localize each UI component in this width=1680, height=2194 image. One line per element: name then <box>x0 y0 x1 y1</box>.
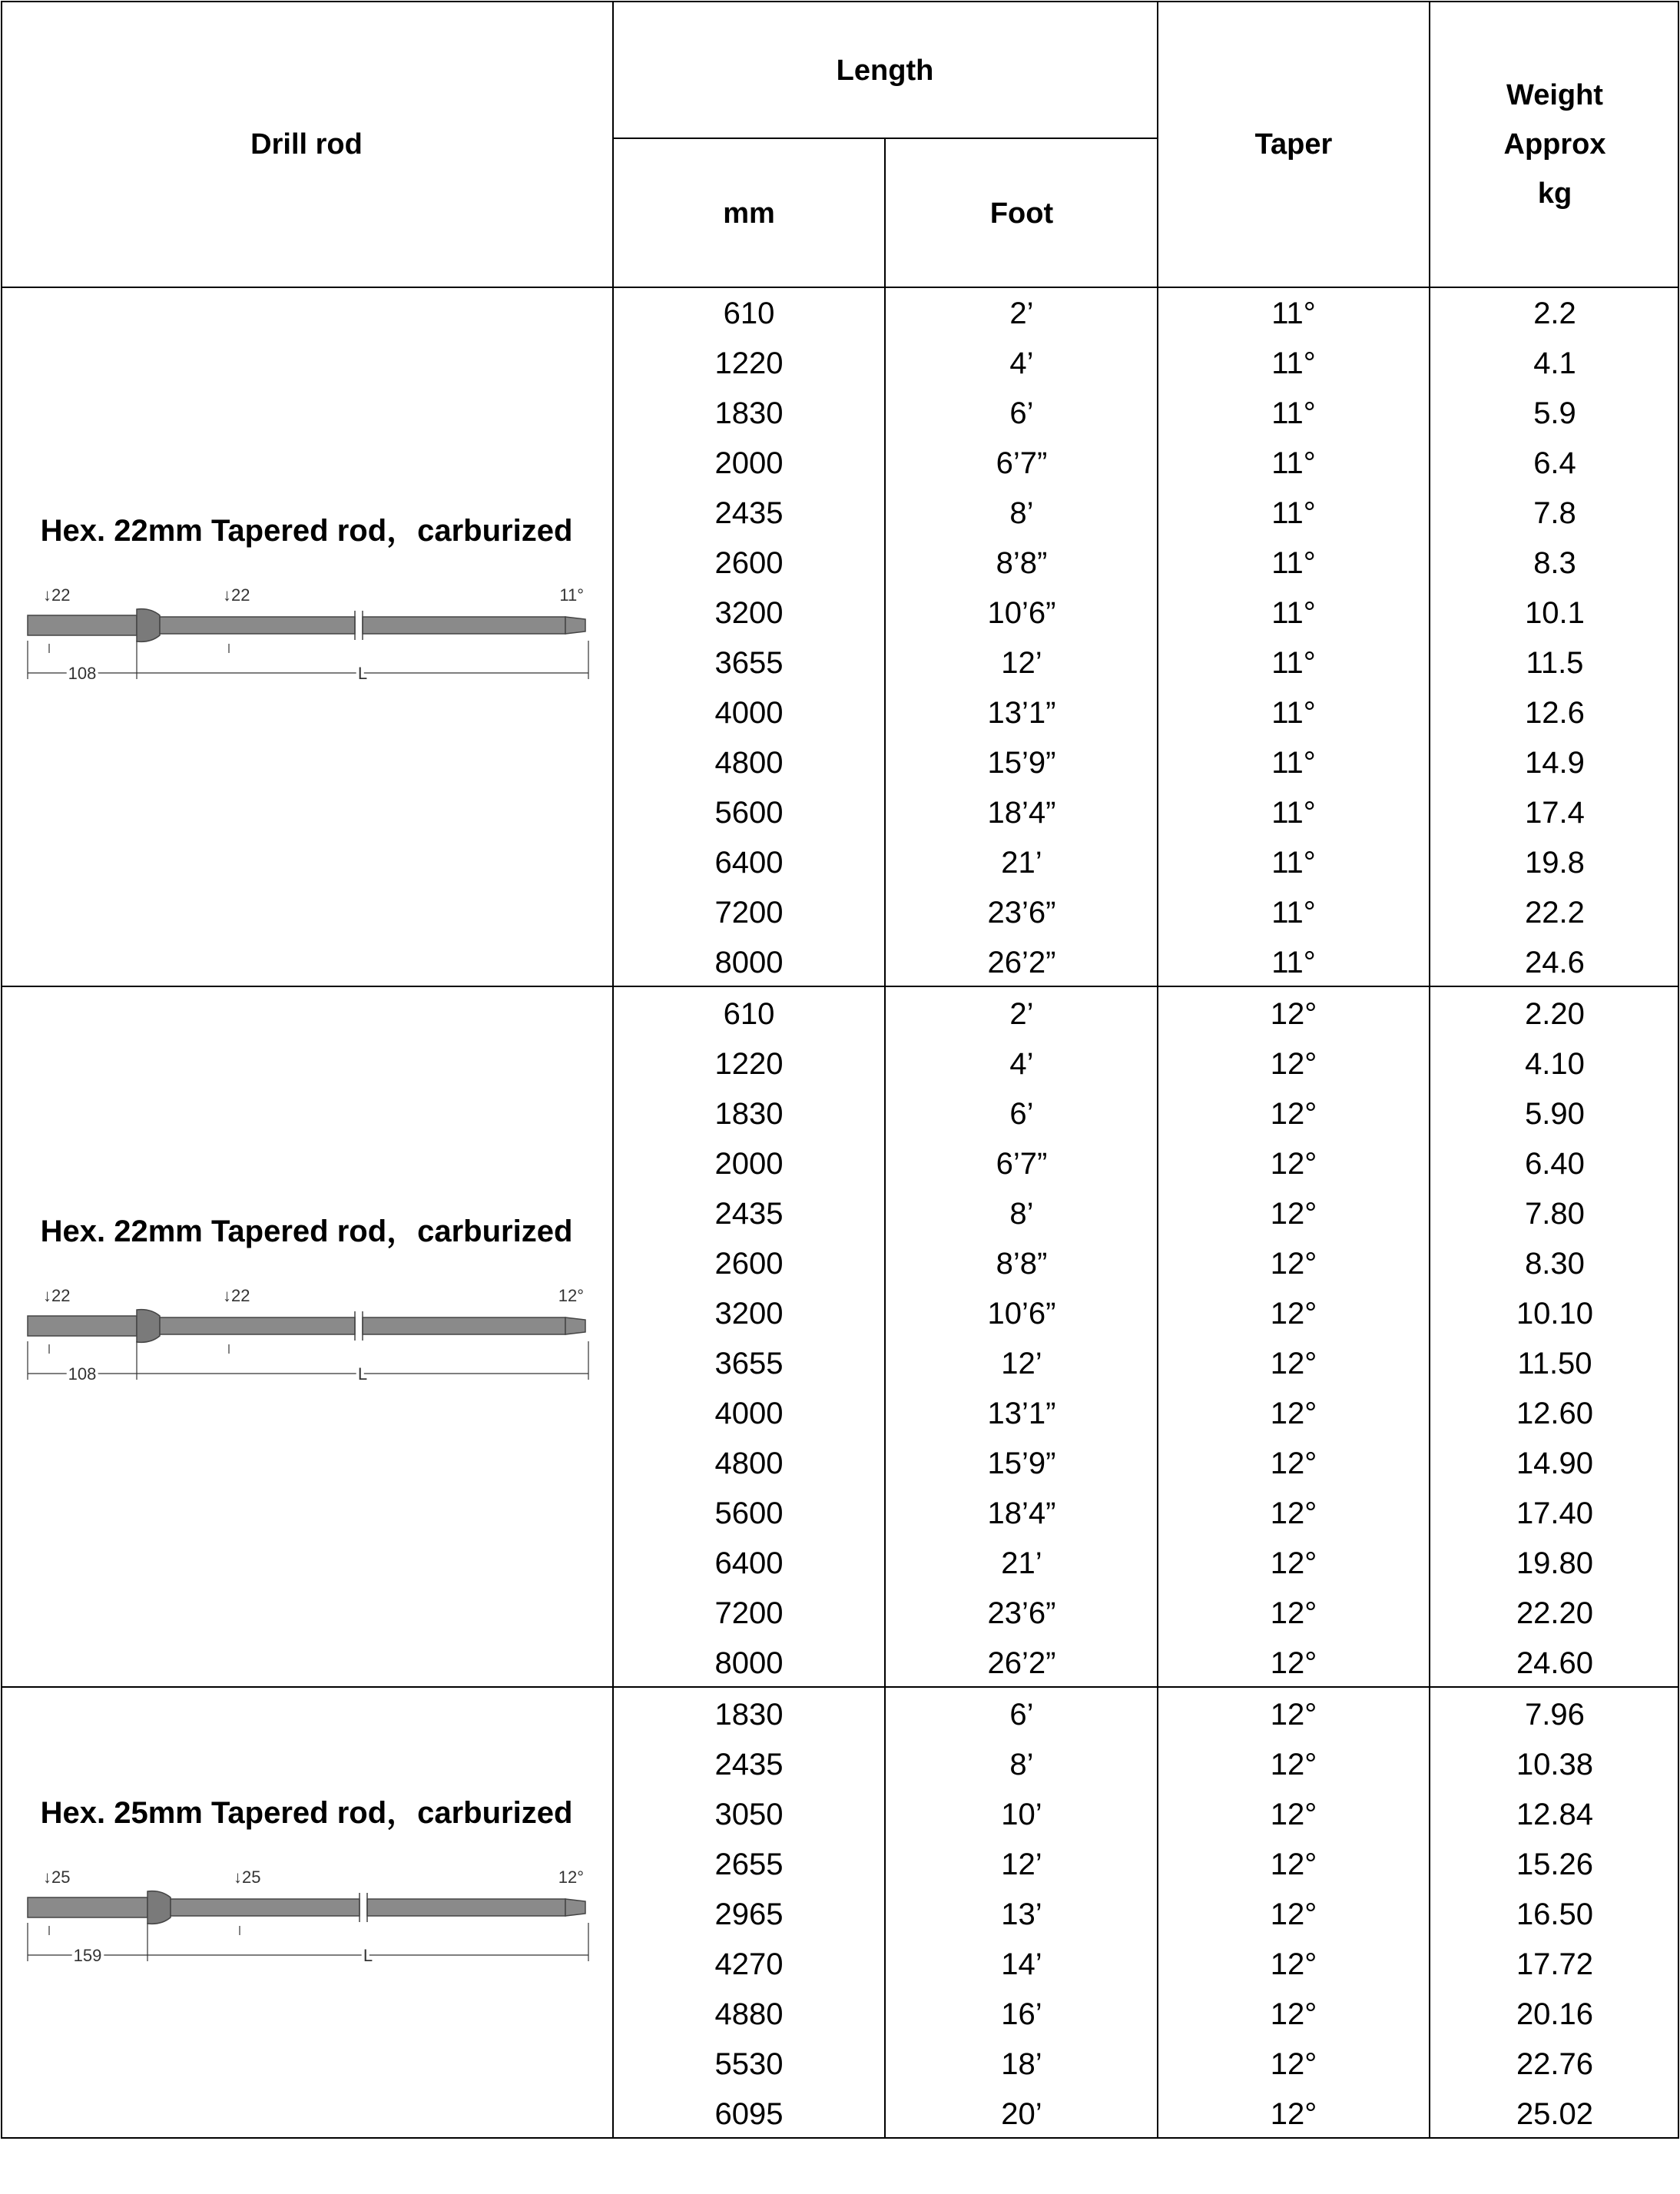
cell-weight: 4.1 <box>1533 346 1576 380</box>
cell-weight: 10.38 <box>1516 1748 1594 1781</box>
taper-angle-label: 12° <box>558 1286 584 1305</box>
cell-taper: 11° <box>1271 746 1316 780</box>
cell-mm: 2965 <box>714 1897 784 1931</box>
header-kg: kg <box>1537 177 1572 210</box>
table-row <box>715 1947 1594 1981</box>
cell-mm: 2000 <box>714 446 784 480</box>
rod-body <box>367 1899 565 1916</box>
table-row <box>715 2047 1594 2081</box>
cell-taper: 12° <box>1270 1147 1317 1181</box>
cell-weight: 6.40 <box>1525 1147 1585 1181</box>
cell-foot: 10’ <box>1001 1798 1042 1831</box>
cell-mm: 610 <box>723 297 775 330</box>
header-drill-rod: Drill rod <box>250 128 363 161</box>
table-row <box>715 1748 1594 1781</box>
table-row <box>715 1247 1585 1281</box>
cell-foot: 8’ <box>1009 496 1034 530</box>
cell-foot: 2’ <box>1009 997 1034 1031</box>
cell-weight: 20.16 <box>1516 1997 1594 2031</box>
group-labels <box>28 514 588 1965</box>
cell-taper: 11° <box>1271 846 1316 880</box>
cell-weight: 22.2 <box>1525 896 1585 930</box>
table-row <box>715 1798 1594 1831</box>
cell-weight: 8.3 <box>1533 546 1576 580</box>
cell-mm: 2435 <box>714 1197 784 1231</box>
table-row <box>724 297 1576 330</box>
cell-mm: 7200 <box>714 896 784 930</box>
rod-taper-end <box>565 617 585 634</box>
group-title: Hex. 22mm Tapered rod，carburized <box>40 514 573 548</box>
table-row <box>715 1397 1594 1430</box>
cell-weight: 25.02 <box>1516 2097 1594 2131</box>
cell-weight: 19.8 <box>1525 846 1585 880</box>
cell-mm: 4270 <box>714 1947 784 1981</box>
table-row <box>715 1897 1594 1931</box>
rod-diagram <box>28 585 588 683</box>
cell-mm: 5600 <box>714 1496 784 1530</box>
cell-mm: 3655 <box>714 1347 784 1380</box>
cell-foot: 10’6” <box>987 596 1056 630</box>
table-row <box>715 1848 1594 1881</box>
cell-mm: 2655 <box>714 1848 784 1881</box>
rod-break-mark <box>355 611 363 640</box>
cell-taper: 11° <box>1271 696 1316 730</box>
table-row <box>715 696 1585 730</box>
cell-taper: 12° <box>1270 1848 1317 1881</box>
cell-weight: 17.40 <box>1516 1496 1594 1530</box>
cell-taper: 12° <box>1270 1947 1317 1981</box>
cell-foot: 4’ <box>1009 346 1034 380</box>
cell-weight: 5.90 <box>1525 1097 1585 1131</box>
cell-taper: 11° <box>1271 796 1316 830</box>
cell-mm: 6400 <box>714 1546 784 1580</box>
table-row <box>715 396 1576 430</box>
cell-mm: 3200 <box>714 596 784 630</box>
rod-shank <box>28 1897 147 1917</box>
cell-foot: 18’4” <box>987 1496 1056 1530</box>
cell-weight: 7.80 <box>1525 1197 1585 1231</box>
cell-weight: 2.20 <box>1525 997 1585 1031</box>
table-row <box>715 1147 1585 1181</box>
rod-collar <box>147 1891 171 1924</box>
cell-taper: 12° <box>1270 1397 1317 1430</box>
table-row <box>715 1347 1592 1380</box>
cell-weight: 17.4 <box>1525 796 1585 830</box>
hex-size-label: ↓22 <box>43 585 71 605</box>
cell-mm: 2435 <box>714 496 784 530</box>
cell-weight: 14.9 <box>1525 746 1585 780</box>
cell-foot: 4’ <box>1009 1047 1034 1081</box>
cell-foot: 21’ <box>1001 846 1042 880</box>
shank-length-label: 108 <box>68 664 97 683</box>
cell-foot: 21’ <box>1001 1546 1042 1580</box>
table-header <box>250 55 1605 230</box>
header-weight: Weight <box>1506 79 1603 111</box>
cell-weight: 10.10 <box>1516 1297 1594 1331</box>
rod-taper-end <box>565 1317 585 1334</box>
cell-foot: 2’ <box>1009 297 1034 330</box>
cell-foot: 6’ <box>1009 1698 1034 1732</box>
cell-foot: 26’2” <box>987 946 1056 979</box>
cell-weight: 16.50 <box>1516 1897 1594 1931</box>
hex-size-label: ↓22 <box>43 1286 71 1305</box>
rod-collar <box>137 609 160 642</box>
cell-weight: 11.50 <box>1517 1347 1592 1380</box>
table-row <box>715 1698 1585 1732</box>
cell-mm: 1830 <box>714 396 784 430</box>
table-row <box>715 1447 1594 1480</box>
cell-foot: 13’1” <box>987 1397 1056 1430</box>
table-row <box>715 896 1585 930</box>
rod-break-mark <box>360 1893 367 1922</box>
cell-taper: 12° <box>1270 2097 1317 2131</box>
cell-weight: 7.8 <box>1533 496 1576 530</box>
header-approx: Approx <box>1503 128 1606 161</box>
table-row <box>724 997 1585 1031</box>
cell-foot: 6’7” <box>996 1147 1048 1181</box>
cell-mm: 1830 <box>714 1097 784 1131</box>
cell-mm: 610 <box>723 997 775 1031</box>
cell-taper: 12° <box>1270 1347 1317 1380</box>
cell-mm: 3200 <box>714 1297 784 1331</box>
table-row <box>715 2097 1594 2131</box>
cell-mm: 5530 <box>714 2047 784 2081</box>
cell-foot: 12’ <box>1001 646 1042 680</box>
cell-weight: 24.6 <box>1525 946 1585 979</box>
cell-foot: 15’9” <box>987 746 1056 780</box>
table-row <box>715 1997 1594 2031</box>
rod-body <box>363 1317 565 1334</box>
table-row <box>715 1546 1594 1580</box>
table-row <box>715 796 1585 830</box>
cell-taper: 12° <box>1270 1546 1317 1580</box>
table-row <box>715 1596 1594 1630</box>
table-row <box>715 1496 1594 1530</box>
cell-mm: 8000 <box>714 946 784 979</box>
cell-mm: 4800 <box>714 746 784 780</box>
cell-weight: 12.84 <box>1516 1798 1594 1831</box>
cell-foot: 26’2” <box>987 1646 1056 1680</box>
cell-weight: 19.80 <box>1516 1546 1594 1580</box>
table-row <box>715 1297 1594 1331</box>
cell-mm: 3050 <box>714 1798 784 1831</box>
table-row <box>715 596 1585 630</box>
cell-mm: 2600 <box>714 1247 784 1281</box>
cell-mm: 8000 <box>714 1646 784 1680</box>
cell-weight: 7.96 <box>1525 1698 1585 1732</box>
cell-foot: 6’7” <box>996 446 1048 480</box>
size-arrow-icon <box>49 644 229 653</box>
cell-foot: 15’9” <box>987 1447 1056 1480</box>
table-row <box>715 496 1576 530</box>
cell-foot: 8’8” <box>996 1247 1048 1281</box>
cell-weight: 24.60 <box>1516 1646 1594 1680</box>
table-row <box>715 1097 1585 1131</box>
rod-length-label: L <box>357 1364 368 1384</box>
cell-weight: 8.30 <box>1525 1247 1585 1281</box>
rod-body <box>160 617 355 634</box>
cell-taper: 11° <box>1271 896 1316 930</box>
cell-weight: 11.5 <box>1526 646 1584 680</box>
cell-taper: 11° <box>1271 646 1316 680</box>
cell-weight: 17.72 <box>1516 1947 1594 1981</box>
cell-mm: 1830 <box>714 1698 784 1732</box>
table-row <box>715 946 1585 979</box>
group-title: Hex. 25mm Tapered rod，carburized <box>40 1796 573 1830</box>
cell-taper: 11° <box>1271 496 1316 530</box>
cell-weight: 22.20 <box>1516 1596 1594 1630</box>
header-mm: mm <box>723 197 775 230</box>
cell-taper: 12° <box>1270 1748 1317 1781</box>
cell-taper: 12° <box>1270 1496 1317 1530</box>
cell-foot: 8’ <box>1009 1748 1034 1781</box>
cell-taper: 12° <box>1270 1997 1317 2031</box>
taper-angle-label: 12° <box>558 1868 584 1887</box>
cell-foot: 13’1” <box>987 696 1056 730</box>
cell-taper: 12° <box>1270 1047 1317 1081</box>
cell-taper: 11° <box>1271 546 1316 580</box>
cell-taper: 11° <box>1271 396 1316 430</box>
table-row <box>715 546 1576 580</box>
rod-length-label: L <box>357 664 368 683</box>
rod-collar <box>137 1310 160 1343</box>
table-row <box>715 746 1585 780</box>
cell-mm: 6095 <box>714 2097 784 2131</box>
cell-taper: 11° <box>1271 346 1316 380</box>
cell-mm: 4000 <box>714 1397 784 1430</box>
cell-foot: 8’ <box>1009 1197 1034 1231</box>
header-taper: Taper <box>1254 128 1333 161</box>
cell-foot: 13’ <box>1001 1897 1042 1931</box>
shank-length-label: 108 <box>68 1364 97 1384</box>
cell-foot: 12’ <box>1001 1347 1042 1380</box>
cell-weight: 12.6 <box>1525 696 1585 730</box>
cell-weight: 5.9 <box>1533 396 1576 430</box>
cell-taper: 12° <box>1270 997 1317 1031</box>
header-length: Length <box>836 55 934 87</box>
cell-taper: 12° <box>1270 1197 1317 1231</box>
cell-mm: 2435 <box>714 1748 784 1781</box>
hex-size-label: ↓22 <box>223 585 250 605</box>
table-row <box>715 846 1585 880</box>
cell-foot: 18’ <box>1001 2047 1042 2081</box>
cell-taper: 12° <box>1270 1297 1317 1331</box>
cell-mm: 4880 <box>714 1997 784 2031</box>
hex-size-label: ↓22 <box>223 1286 250 1305</box>
cell-mm: 6400 <box>714 846 784 880</box>
cell-foot: 6’ <box>1009 1097 1034 1131</box>
cell-foot: 16’ <box>1001 1997 1042 2031</box>
cell-taper: 12° <box>1270 1698 1317 1732</box>
cell-foot: 10’6” <box>987 1297 1056 1331</box>
cell-foot: 23’6” <box>987 1596 1056 1630</box>
table-row <box>715 1197 1585 1231</box>
table-row <box>715 1646 1594 1680</box>
cell-weight: 14.90 <box>1516 1447 1594 1480</box>
rod-diagram <box>28 1868 588 1965</box>
rod-break-mark <box>355 1311 363 1341</box>
size-arrow-icon <box>49 1926 240 1935</box>
cell-taper: 11° <box>1271 596 1316 630</box>
cell-weight: 4.10 <box>1525 1047 1585 1081</box>
taper-angle-label: 11° <box>559 585 584 605</box>
hex-size-label: ↓25 <box>234 1868 261 1887</box>
rod-shank <box>28 1316 137 1336</box>
cell-foot: 18’4” <box>987 796 1056 830</box>
cell-taper: 11° <box>1271 946 1316 979</box>
table-row <box>715 346 1576 380</box>
cell-mm: 1220 <box>714 346 784 380</box>
cell-foot: 6’ <box>1009 396 1034 430</box>
cell-mm: 2000 <box>714 1147 784 1181</box>
rod-shank <box>28 615 137 635</box>
cell-weight: 2.2 <box>1533 297 1576 330</box>
cell-taper: 12° <box>1270 1798 1317 1831</box>
cell-mm: 4800 <box>714 1447 784 1480</box>
cell-weight: 6.4 <box>1533 446 1576 480</box>
size-arrow-icon <box>49 1344 229 1354</box>
cell-taper: 12° <box>1270 1247 1317 1281</box>
cell-taper: 12° <box>1270 1646 1317 1680</box>
cell-taper: 12° <box>1270 2047 1317 2081</box>
rod-body <box>160 1317 355 1334</box>
cell-weight: 10.1 <box>1525 596 1585 630</box>
cell-mm: 7200 <box>714 1596 784 1630</box>
cell-taper: 11° <box>1271 297 1316 330</box>
cell-mm: 2600 <box>714 546 784 580</box>
cell-foot: 20’ <box>1001 2097 1042 2131</box>
cell-foot: 8’8” <box>996 546 1048 580</box>
cell-weight: 22.76 <box>1516 2047 1594 2081</box>
cell-weight: 15.26 <box>1516 1848 1594 1881</box>
table-row <box>715 1047 1585 1081</box>
rod-body <box>171 1899 360 1916</box>
table-row <box>715 446 1576 480</box>
cell-mm: 4000 <box>714 696 784 730</box>
cell-taper: 12° <box>1270 1596 1317 1630</box>
cell-taper: 12° <box>1270 1897 1317 1931</box>
rod-length-label: L <box>363 1946 373 1965</box>
rod-taper-end <box>565 1899 585 1916</box>
table-row <box>715 646 1584 680</box>
cell-taper: 12° <box>1270 1447 1317 1480</box>
cell-foot: 12’ <box>1001 1848 1042 1881</box>
header-foot: Foot <box>989 197 1054 230</box>
cell-taper: 12° <box>1270 1097 1317 1131</box>
cell-mm: 5600 <box>714 796 784 830</box>
hex-size-label: ↓25 <box>43 1868 71 1887</box>
cell-weight: 12.60 <box>1516 1397 1594 1430</box>
rod-diagram <box>28 1286 588 1384</box>
table-body <box>715 297 1594 2131</box>
rod-body <box>363 617 565 634</box>
cell-foot: 14’ <box>1001 1947 1042 1981</box>
group-title: Hex. 22mm Tapered rod，carburized <box>40 1215 573 1248</box>
cell-taper: 11° <box>1271 446 1316 480</box>
cell-mm: 3655 <box>714 646 784 680</box>
cell-foot: 23’6” <box>987 896 1056 930</box>
shank-length-label: 159 <box>73 1946 102 1965</box>
cell-mm: 1220 <box>714 1047 784 1081</box>
